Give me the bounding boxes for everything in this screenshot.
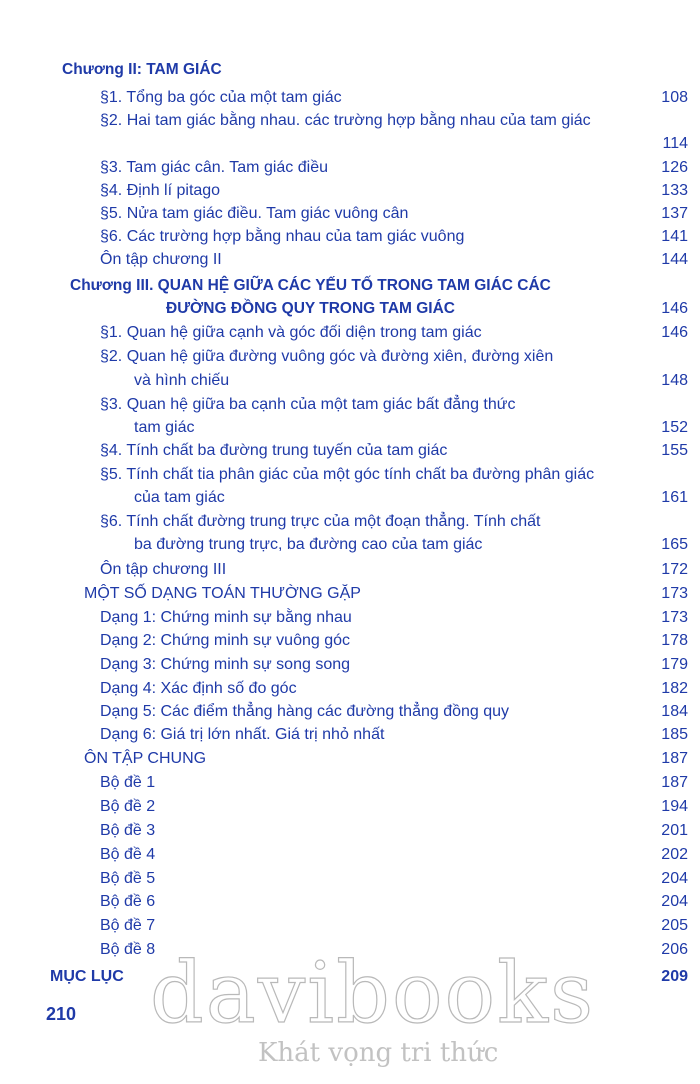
toc-entry: §1. Quan hệ giữa cạnh và góc đối diện trong tam giác 146 — [100, 324, 688, 341]
toc-entry: Dạng 2: Chứng minh sự vuông góc 178 — [100, 632, 688, 649]
toc-index-entry: MỤC LỤC 209 — [50, 968, 688, 985]
toc-entry: Bộ đề 5 204 — [100, 870, 688, 887]
watermark-slogan: Khát vọng tri thức — [258, 1038, 499, 1068]
toc-entry: Ôn tập chương III 172 — [100, 561, 688, 578]
toc-entry: §6. Các trường hợp bằng nhau của tam giác vuông 141 — [100, 228, 688, 245]
chapter-title: ĐƯỜNG ĐỒNG QUY TRONG TAM GIÁC 146 — [166, 300, 688, 317]
toc-entry: §5. Tính chất tia phân giác của một góc tính chất ba đường phân giác — [100, 466, 595, 483]
chapter-title: Chương III. QUAN HỆ GIỮA CÁC YẾU TỐ TRONG TAM GIÁC CÁC — [70, 277, 551, 294]
toc-entry-page: 114 — [662, 135, 688, 152]
toc-entry: §2. Hai tam giác bằng nhau. các trường hợp bằng nhau của tam giác — [100, 112, 591, 129]
toc-entry: ba đường trung trực, ba đường cao của tam giác 165 — [134, 536, 688, 553]
toc-entry: Bộ đề 6 204 — [100, 893, 688, 910]
toc-entry: §6. Tính chất đường trung trực của một đoạn thẳng. Tính chất — [100, 513, 541, 530]
page-number: 210 — [46, 1004, 77, 1024]
toc-entry: Bộ đề 1 187 — [100, 774, 688, 791]
toc-entry: Bộ đề 2 194 — [100, 798, 688, 815]
toc-entry: Bộ đề 7 205 — [100, 917, 688, 934]
toc-entry: của tam giác 161 — [134, 489, 688, 506]
toc-entry: Bộ đề 8 206 — [100, 941, 688, 958]
toc-entry: §1. Tổng ba góc của một tam giác 108 — [100, 89, 688, 106]
section-title: ÔN TẬP CHUNG 187 — [84, 750, 688, 767]
toc-entry: Bộ đề 3 201 — [100, 822, 688, 839]
toc-entry: tam giác 152 — [134, 419, 688, 436]
toc-entry: §2. Quan hệ giữa đường vuông góc và đường xiên, đường xiên — [100, 348, 554, 365]
toc-entry: Dạng 6: Giá trị lớn nhất. Giá trị nhỏ nhất 185 — [100, 726, 688, 743]
toc-entry: §3. Tam giác cân. Tam giác điều 126 — [100, 159, 688, 176]
toc-entry: §5. Nửa tam giác điều. Tam giác vuông cân 137 — [100, 205, 688, 222]
toc-entry: Dạng 3: Chứng minh sự song song 179 — [100, 656, 688, 673]
toc-entry: §4. Tính chất ba đường trung tuyến của tam giác 155 — [100, 442, 688, 459]
chapter-title: Chương II: TAM GIÁC — [62, 61, 222, 78]
toc-entry: Dạng 4: Xác định số đo góc 182 — [100, 680, 688, 697]
toc-entry: Dạng 1: Chứng minh sự bằng nhau 173 — [100, 609, 688, 626]
toc-entry: và hình chiếu 148 — [134, 372, 688, 389]
section-title: MỘT SỐ DẠNG TOÁN THƯỜNG GẶP 173 — [84, 585, 688, 602]
toc-entry: Ôn tập chương II 144 — [100, 251, 688, 268]
toc-entry: §4. Định lí pitago 133 — [100, 182, 688, 199]
watermark-logo: davibooks — [150, 944, 596, 1042]
toc-entry: §3. Quan hệ giữa ba cạnh của một tam giác bất đẳng thức — [100, 396, 516, 413]
toc-entry: Bộ đề 4 202 — [100, 846, 688, 863]
toc-entry: Dạng 5: Các điểm thẳng hàng các đường thẳng đồng quy 184 — [100, 703, 688, 720]
